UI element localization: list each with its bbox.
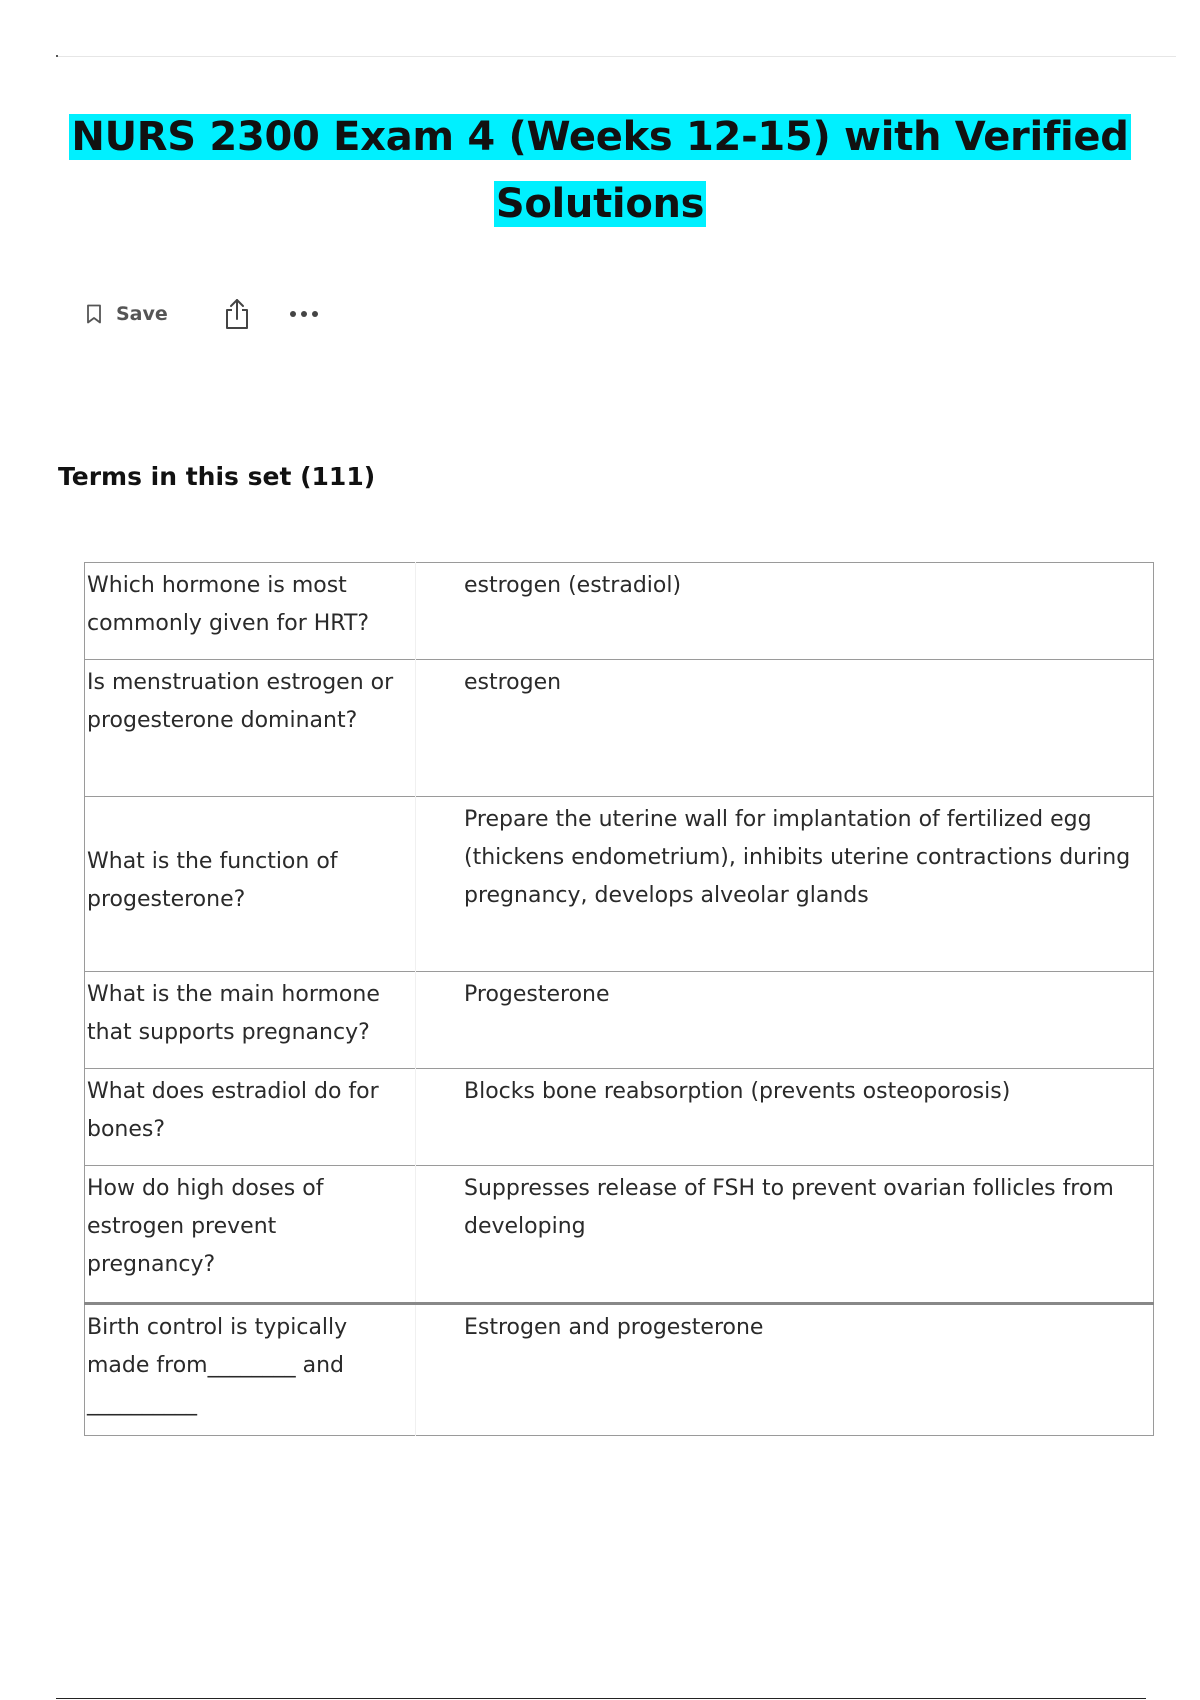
definition-cell: estrogen (estradiol) — [464, 573, 682, 598]
definition-cell: Progesterone — [416, 972, 1154, 1069]
table-row — [85, 563, 1154, 660]
term-cell: How do high doses of estrogen prevent pregnancy? — [85, 1166, 416, 1304]
top-dot — [56, 55, 58, 57]
term-cell: What does estradiol do for bones? — [85, 1069, 416, 1166]
definition-cell: estrogen — [416, 660, 1154, 797]
definition-cell: Prepare the uterine wall for implantation of fertilized egg (thickens endometrium), inhibits uterine contractions during pregnancy, develops alveolar glands — [416, 797, 1154, 972]
definition-cell: Blocks bone reabsorption (prevents osteoporosis) — [416, 1069, 1154, 1166]
set-toolbar — [86, 296, 320, 332]
table-row — [85, 1304, 1154, 1436]
terms-table — [84, 562, 1154, 1436]
more-options-button[interactable] — [288, 309, 320, 319]
term-cell: Which hormone is most commonly given for HRT? — [85, 563, 416, 660]
definition-cell: Suppresses release of FSH to prevent ovarian follicles from developing — [416, 1166, 1154, 1304]
term-cell: What is the function of progesterone? — [85, 797, 416, 972]
save-button[interactable] — [86, 303, 168, 325]
term-cell: Birth control is typically made from________ and __________ — [85, 1304, 416, 1436]
bookmark-icon — [86, 304, 102, 324]
table-row — [85, 1069, 1154, 1166]
table-row — [85, 660, 1154, 797]
table-row — [85, 972, 1154, 1069]
term-cell: What is the main hormone that supports pregnancy? — [85, 972, 416, 1069]
table-row — [85, 1166, 1154, 1304]
term-cell: Is menstruation estrogen or progesterone dominant? — [85, 660, 416, 797]
table-row — [85, 797, 1154, 972]
save-label: Save — [116, 303, 168, 325]
definition-cell: Estrogen and progesterone — [416, 1304, 1154, 1436]
bottom-divider — [56, 1698, 1146, 1699]
document-title: NURS 2300 Exam 4 (Weeks 12-15) with Verified Solutions — [71, 114, 1129, 227]
more-icon — [288, 309, 320, 319]
share-button[interactable] — [222, 297, 252, 331]
title-block — [40, 108, 1160, 242]
top-divider — [56, 56, 1176, 57]
terms-heading: Terms in this set (111) — [58, 462, 376, 491]
share-icon — [222, 297, 252, 331]
